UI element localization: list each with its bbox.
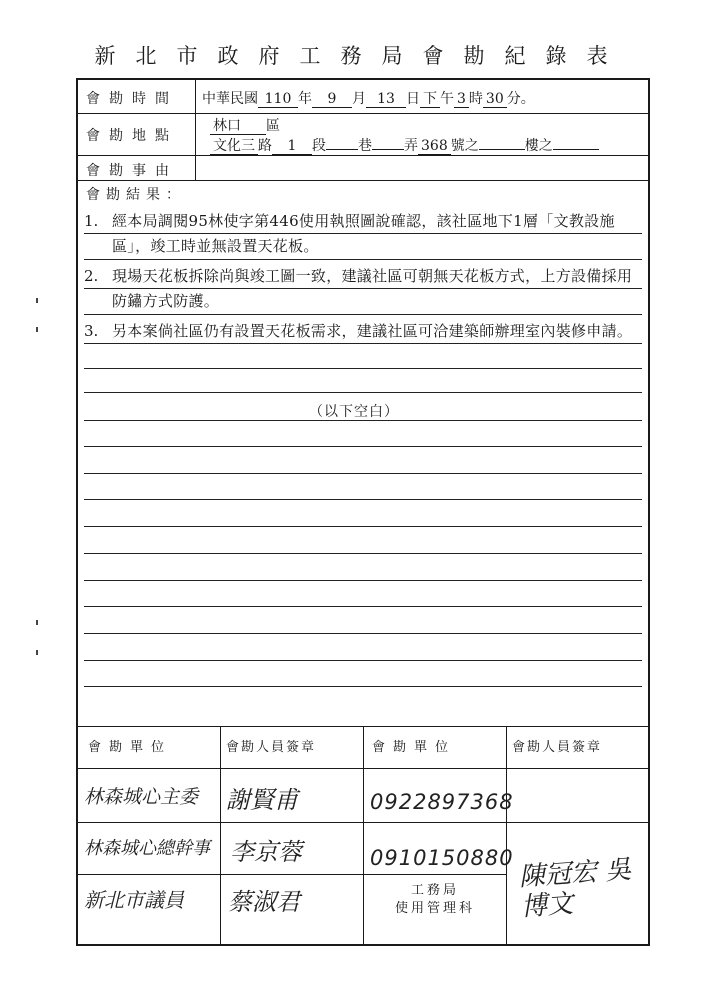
ruled-line [84, 259, 642, 260]
result-label: 會勘結果： [86, 187, 186, 203]
scan-mark [36, 298, 38, 303]
section-unit: 段 [312, 138, 326, 154]
district-unit: 區 [266, 118, 280, 134]
year-unit: 年 [298, 91, 312, 107]
ruled-line [84, 473, 642, 474]
result-number: 1. [84, 212, 99, 230]
ruled-line [84, 499, 642, 500]
signature-person: 蔡淑君 [228, 888, 300, 916]
blank-below-note: （以下空白） [309, 404, 399, 420]
signature-column-divider [220, 726, 221, 946]
result-text: 現場天花板拆除尚與竣工圖一致，建議社區可朝無天花板方式，上方設備採用防鏽方式防護。 [112, 267, 633, 310]
hour-unit: 時 [468, 91, 483, 107]
road-unit: 路 [258, 138, 272, 154]
signature-person: 謝賢甫 [226, 786, 298, 814]
hour-value: 3 [454, 91, 469, 108]
ruled-line [84, 686, 642, 687]
ruled-line [84, 446, 642, 447]
ruled-line [84, 314, 642, 315]
signature-header-unit: 會勘單位 [372, 740, 457, 755]
ruled-line [84, 553, 642, 554]
floor-unit: 樓之 [524, 138, 553, 154]
scan-mark [36, 327, 38, 332]
inspection-address [210, 135, 599, 155]
ruled-line [84, 343, 642, 344]
scan-mark [36, 650, 38, 655]
stamp-line: 使用管理科 [394, 901, 475, 916]
number-value: 368 [418, 138, 451, 155]
time-label: 會勘時間 [86, 91, 178, 107]
section-value: 1 [272, 138, 312, 155]
day-value: 13 [366, 91, 406, 108]
signature-row-divider [76, 874, 506, 875]
row-divider [76, 155, 650, 156]
department-stamp [364, 882, 506, 918]
scan-mark [36, 620, 38, 625]
ruled-line [84, 633, 642, 634]
result-text: 另本案倘社區仍有設置天花板需求，建議社區可洽建築師辦理室內裝修申請。 [112, 322, 633, 340]
ruled-line [84, 368, 642, 369]
sub-number-value [479, 149, 525, 150]
result-number: 2. [84, 267, 99, 285]
district-value: 林口 [210, 118, 266, 135]
lane-unit: 巷 [358, 138, 372, 154]
month-value: 9 [312, 91, 352, 108]
signature-unit: 新北市議員 [84, 888, 184, 912]
ruled-line [84, 660, 642, 661]
result-number: 3. [84, 322, 99, 340]
place-label: 會勘地點 [86, 128, 178, 144]
year-value: 110 [258, 91, 298, 108]
row-divider [76, 180, 650, 181]
signature-phone: 0922897368 [370, 790, 514, 814]
ampm-value: 下 [420, 91, 440, 108]
ruled-line [84, 526, 642, 527]
ruled-line [84, 606, 642, 607]
day-unit: 日 [406, 91, 420, 107]
alley-unit: 弄 [404, 138, 418, 154]
form-title: 新北市政府工務局會勘紀錄表 [94, 44, 628, 68]
ruled-line [84, 392, 642, 393]
ruled-line [84, 233, 642, 234]
era: 中華民國 [202, 91, 258, 107]
ruled-line [84, 288, 642, 289]
result-text: 經本局調閱95林使字第446使用執照圖說確認，該社區地下1層「文教設施區」，竣工時並無設置天花板。 [112, 212, 615, 255]
alley-value [372, 149, 404, 150]
minute-unit: 分。 [506, 91, 535, 107]
official-signature: 陳冠宏 吳博文 [518, 854, 633, 923]
month-unit: 月 [352, 91, 366, 107]
signature-header-person: 會勘人員簽章 [226, 740, 317, 755]
noon-unit: 午 [440, 91, 454, 107]
road-value: 文化三 [210, 138, 258, 155]
signature-column-divider [506, 726, 507, 946]
ruled-line [84, 580, 642, 581]
signature-person: 李京蓉 [230, 838, 302, 866]
reason-label: 會勘事由 [86, 163, 178, 179]
signature-header-unit: 會勘單位 [88, 740, 173, 755]
row-divider [76, 113, 650, 114]
signature-unit: 林森城心總幹事 [84, 838, 210, 859]
lane-value [326, 149, 358, 150]
stamp-line: 工務局 [410, 883, 459, 898]
inspection-district [210, 115, 280, 135]
column-divider [195, 78, 196, 180]
inspection-time [202, 88, 535, 108]
signature-phone: 0910150880 [370, 846, 514, 870]
floor-sub-value [553, 149, 599, 150]
number-unit: 號之 [450, 138, 479, 154]
signature-header-person: 會勘人員簽章 [512, 740, 603, 755]
signature-unit: 林森城心主委 [84, 786, 199, 808]
minute-value: 30 [483, 91, 507, 108]
